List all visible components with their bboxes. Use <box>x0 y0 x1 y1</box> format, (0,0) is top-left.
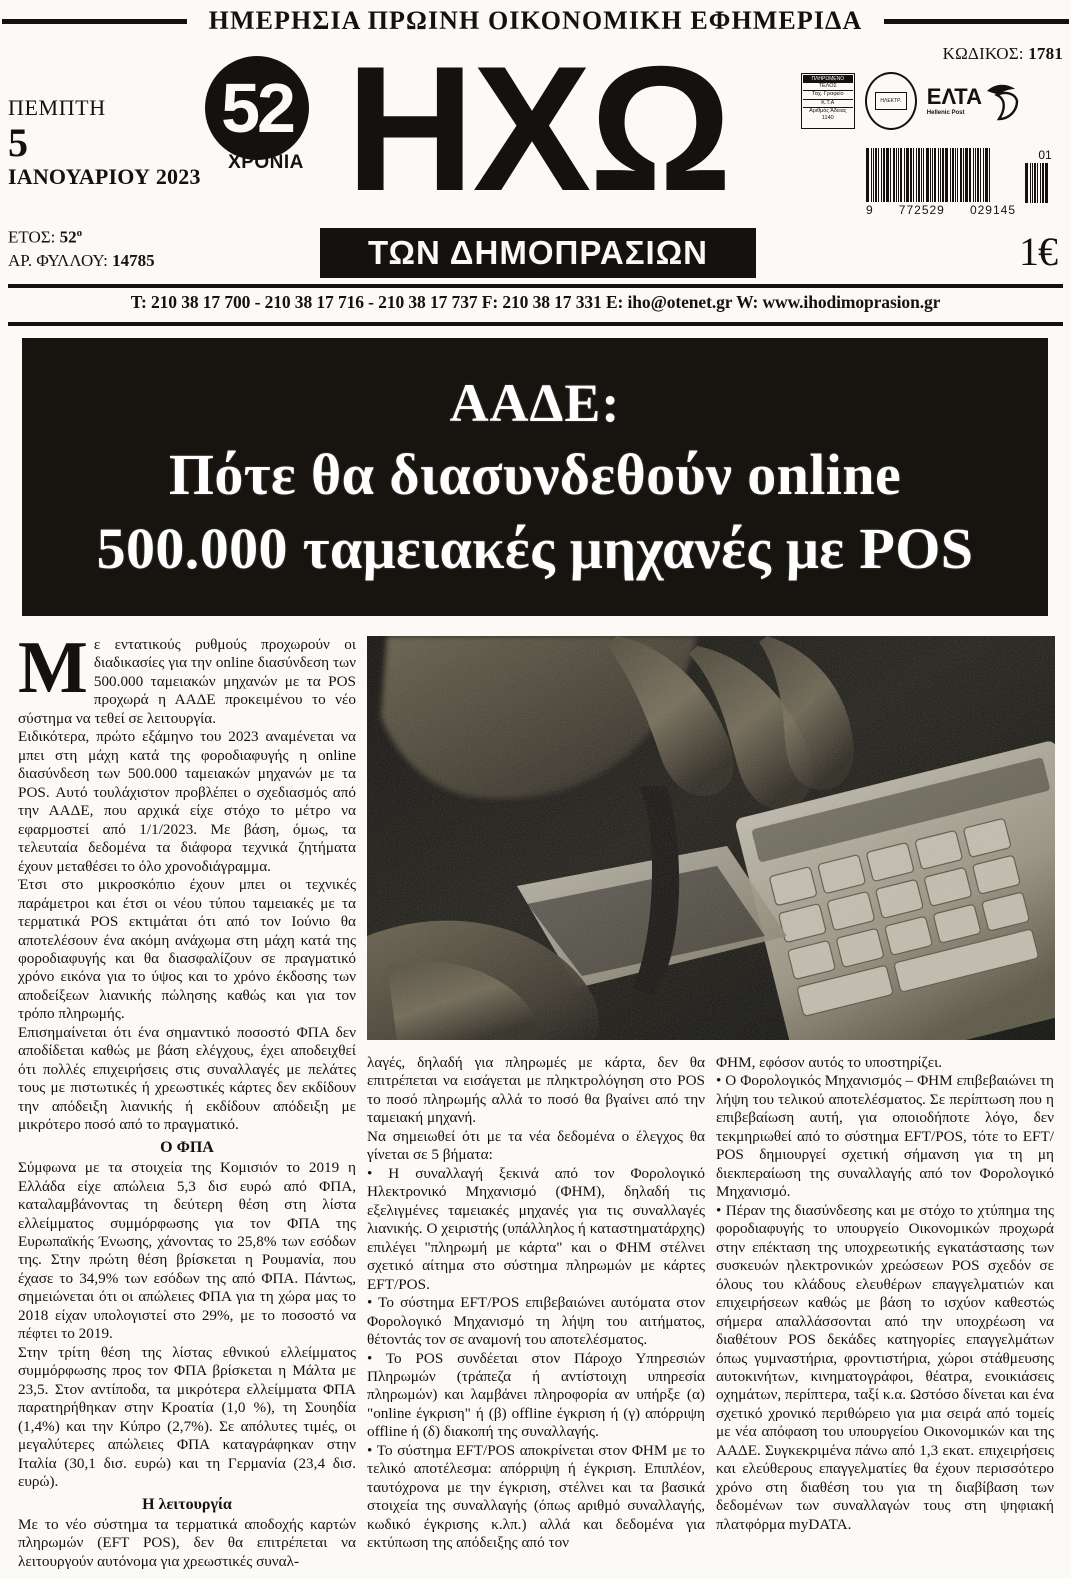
article-paragraph: λαγές, δηλαδή για πληρωμές με κάρτα, δεν θα επιτρέπεται να εισάγεται με πληκτρολόγηση στο POS το ποσό πληρωμής αλλά το ποσό θα βγαίνει από την ταμειακή μηχανή. <box>367 1054 705 1127</box>
publication-year-label: ΕΤΟΣ: <box>8 227 56 247</box>
elta-name: ΕΛΤΑ <box>926 84 982 109</box>
publication-year-ordinal: ο <box>76 227 83 239</box>
article-subheading-vat: Ο ΦΠΑ <box>160 1138 214 1156</box>
paid-postage-sub: ΤΕΛΟΣ <box>803 83 853 91</box>
press-association-seal-inner: ΗΛΕΚΤΡ. <box>875 92 907 110</box>
newspaper-logo-subtitle: ΤΩΝ ΔΗΜΟΠΡΑΣΙΩΝ <box>320 228 756 278</box>
issue-number-value: 14785 <box>112 250 155 270</box>
publication-year-line <box>8 226 238 250</box>
headline-line-1: ΑΑΔΕ: <box>449 373 621 433</box>
elta-logo-text-wrap <box>927 86 982 116</box>
article-paragraph: Στην τρίτη θέση της λίστας εθνικού ελλείμματος συμμόρφωσης προς τον ΦΠΑ βρίσκεται η Μάλτα με 23,5. Στον αντίποδα, τα μικρότερα ελλείμματα ΦΠΑ παρατηρήθηκαν στην Κροατία (1,0 %), τη Σουηδία (1,4%) και την Κύπρο (2,7%). Σε απόλυτες τιμές, οι μεγαλύτερες απώλειες ΦΠΑ καταγράφηκαν στην Ιταλία (30,1 δισ. ευρώ) και τη Γερμανία (23,4 δισ. ευρώ). <box>18 1343 356 1491</box>
date-day-number: 5 <box>8 120 28 166</box>
postal-stamps-group <box>801 72 1019 130</box>
anniversary-word: ΧΡΟΝΙΑ <box>228 152 304 173</box>
barcode-addon <box>1025 148 1065 203</box>
article-photo <box>367 636 1055 1040</box>
article-paragraph: • Το σύστημα EFT/POS αποκρίνεται στον ΦΗΜ με το τελικό αποτέλεσμα: απόρριψη ή έγκριση. Επιπλέον, ταυτόχρονα με την έγκριση, στέλνει και τα βασικά στοιχεία της συναλλαγής (όπως αριθμό συναλλαγής, κωδικό έγκρισης κ.λπ.) αλλά και δεδομένα για εκτύπωση της απόδειξης από τον <box>367 1441 705 1552</box>
newspaper-logo: ΗΧΩ <box>346 29 730 228</box>
barcode-digit-left: 9 <box>866 203 874 217</box>
elta-logo <box>927 81 1019 121</box>
masthead-divider-top <box>8 284 1063 288</box>
article-paragraph: Σύμφωνα με τα στοιχεία της Κομισιόν το 2019 η Ελλάδα είχε απώλεια 5,3 δισ ευρώ από ΦΠΑ, καταλαμβάνοντας τη δεύτερη θέση στη λίστα ελλείμματος συμμόρφωσης για τον ΦΠΑ της Ευρωπαϊκής Ένωσης, χάνοντας το 25,8% των εσόδων της. Στην πρώτη θέση βρίσκεται η Ρουμανία, που έχασε το 34,9% των εσόδων της από ΦΠΑ. Πάντως, σημειώνεται ότι οι απώλειες ΦΠΑ για τη χώρα μας το 2018 είχαν υπολογιστεί στο 29%, με το ποσοστό να πέφτει το 2019. <box>18 1159 356 1343</box>
paid-postage-head: ΠΛΗΡΩΜΕΝΟ <box>803 75 853 83</box>
lead-headline-banner <box>22 338 1048 616</box>
article-paragraph: • Το σύστημα EFT/POS επιβεβαιώνει αυτόματα στον Φορολογικό Μηχανισμό τη λήψη του αιτήματος, θέτοντάς τον σε αναμονή του αποτελέσματος. <box>367 1294 705 1349</box>
drop-cap: Μ <box>18 636 88 709</box>
issue-number-label: ΑΡ. ΦΥΛΛΟΥ: <box>8 250 108 270</box>
paid-postage-stamp-icon <box>801 73 855 129</box>
article-paragraph: ΦΗΜ, εφόσον αυτός το υποστηρίζει. <box>716 1054 943 1071</box>
lead-article <box>18 636 1055 1576</box>
article-paragraph-text: ε εντατικούς ρυθμούς προχωρούν οι διαδικασίες για την online διασύνδεση των 500.000 ταμειακών μηχανών με τα POS προχωρά η ΑΑΔΕ προκειμένου το νέο σύστημα να τεθεί σε λειτουργία. <box>18 636 356 727</box>
masthead-divider-bottom <box>8 322 1063 326</box>
anniversary-number: 52 <box>221 69 293 147</box>
paid-postage-license-value: 1140 <box>821 115 834 122</box>
barcode-digit-right: 029145 <box>969 203 1016 217</box>
barcode-number <box>866 203 1016 217</box>
elta-subtitle: Hellenic Post <box>926 110 965 116</box>
barcode-addon-number: 01 <box>1038 148 1052 162</box>
article-column-1 <box>18 636 356 1576</box>
article-paragraph: • Ο Φορολογικός Μηχανισμός – ΦΗΜ επιβεβαιώνει τη λήψη του τελικού αποτελέσματος. Σε περίπτωση που η επιβεβαίωση αυτή, για οποιοδήποτε λόγο, δεν τεκμηριωθεί από το σύστημα EFT/POS, τότε το EFT/ POS δημιουργεί σχετική σήμανση για τη μη διεκπεραίωση της συναλλαγής από τον Φορολογικό Μηχανισμό. <box>716 1072 1054 1201</box>
article-paragraph: • Πέραν της διασύνδεσης και με στόχο το χτύπημα της φοροδιαφυγής το υπουργείο Οικονομικών προχωρά στην επέκταση της υποχρεωτικής εγκατάστασης των συσκευών ηλεκτρονικών χρεώσεων POS σχεδόν σε όλους του κλάδους ελευθέρων επαγγελματιών και επιχειρήσεων καθώς με βάση το ισχύον καθεστώς σήμερα απαλλάσσονται από την υποχρέωση να διαθέτουν POS δεκάδες κατηγορίες επαγγελμάτων όπως γυμναστήρια, φροντιστήρια, χώροι στάθμευσης αυτοκινήτων, κινηματογράφοι, θέατρα, ενοικιάσεις οχημάτων, περίπτερα, ταξί κ.α. Ωστόσο δίνεται και ένα σχετικό χρονικό περιθώρειο για μια σειρά από τομείς με νέα απόφαση του υπουργείου Οικονομικών και της ΑΑΔΕ. Συγκεκριμένα πάνω από 1,3 εκατ. επιχειρήσεις και ελεύθερους επαγγελματίες θα έχουν περισσότερο χρόνο στη διαθέση του για τη διαβίβαση των δεδομένων των συναλλαγών τους στη ψηφιακή πλατφόρμα myDATA. <box>716 1201 1054 1533</box>
paid-postage-office: Ταχ. Γραφείο <box>803 91 853 99</box>
date-weekday: ΠΕΜΠΤΗ <box>8 95 106 120</box>
article-paragraph: Με το νέο σύστημα τα τερματικά αποδοχής καρτών πληρωμών (EFT POS), δεν θα επιτρέπεται να λειτουργούν αυτόνομα για χρεωστικές συναλ- <box>18 1515 356 1570</box>
paid-postage-kta: Κ.Τ.Α <box>803 100 853 108</box>
kicker-rule-right <box>884 19 1069 24</box>
article-paragraph: Ειδικότερα, πρώτο εξάμηνο του 2023 αναμένεται να μπει στη μάχη κατά της φοροδιαφυγής η online διασύνδεση των 500.000 ταμειακών μηχανών με τα POS. Αυτό τουλάχιστον προβλέπει ο σχεδιασμός από την ΑΑΔΕ, που αρχικά είχε στόχο το μέτρο να εφαρμοστεί από 1/1/2023. Με βάση, όμως, τα τελευταία δεδομένα τα διάφορα τεχνικά ζητήματα έχουν μεταθέσει το όλο χρονοδιάγραμμα. <box>18 728 356 875</box>
article-subheading-operation: Η λειτουργία <box>142 1495 232 1513</box>
kicker-rule-left <box>2 19 187 24</box>
article-paragraph: Επισημαίνεται ότι ένα σημαντικό ποσοστό ΦΠΑ δεν αποδίδεται καθώς με βάση ελέγχους, έχει αποδειχθεί ότι πολλές επιχειρήσεις στις συναλλαγές με πελάτες τους με πιστωτικές ή χρεωστικές κάρτες δεν εκδίδουν την απόδειξη λιανικής ή εκδίδουν απόδειξη με μικρότερο ποσό από το πραγματικό. <box>18 1023 356 1134</box>
barcode-bars-icon <box>866 148 1016 202</box>
barcode-addon-bars-icon <box>1025 163 1065 203</box>
publication-code <box>943 44 1063 64</box>
article-column-2 <box>367 1054 705 1576</box>
article-paragraph <box>18 636 356 728</box>
photo-illustration <box>367 636 1055 1040</box>
issue-block <box>8 226 238 273</box>
article-paragraph: • Το POS συνδέεται στον Πάροχο Υπηρεσιών Πληρωμών (τράπεζα ή αντίστοιχη υπηρεσία πληρωμών) και λαμβάνει πληροφορία αν υπήρξε (α) "online έγκριση" ή (β) offline έγκριση ή (γ) απόρριψη offline ή (δ) διακοπή της συναλλαγής. <box>367 1349 705 1441</box>
issue-number-line <box>8 250 238 273</box>
date-block <box>8 96 208 188</box>
masthead-kicker: ΗΜΕΡΗΣΙΑ ΠΡΩΙΝΗ ΟΙΚΟΝΟΜΙΚΗ ΕΦΗΜΕΡΙΔΑ <box>208 6 863 35</box>
publication-code-value: 1781 <box>1028 44 1063 63</box>
masthead <box>0 0 1071 288</box>
elta-hermes-head-icon <box>985 81 1019 121</box>
press-association-seal-icon <box>865 72 917 130</box>
date-month-year: ΙΑΝΟΥΑΡΙΟΥ 2023 <box>8 164 201 190</box>
publication-year-value: 52 <box>59 227 77 247</box>
article-column-3 <box>716 1054 1054 1576</box>
barcode-digit-mid: 772529 <box>898 203 945 217</box>
barcode <box>866 148 1016 217</box>
contact-line: T: 210 38 17 700 - 210 38 17 716 - 210 38 17 737 F: 210 38 17 331 E: iho@otenet.gr W: www.ihodimoprasion.gr <box>130 292 941 312</box>
headline-line-3: 500.000 ταμειακές μηχανές με POS <box>96 516 974 581</box>
cover-price: 1€ <box>1019 229 1057 274</box>
publication-code-label: ΚΩΔΙΚΟΣ: <box>942 44 1024 63</box>
anniversary-badge <box>205 56 323 172</box>
article-paragraph: Να σημειωθεί ότι με τα νέα δεδομένα ο έλεγχος θα γίνεται σε 5 βήματα: <box>367 1127 705 1164</box>
article-paragraph: Έτσι στο μικροσκόπιο έχουν μπει οι τεχνικές παράμετροι και έτσι οι νέου τύπου ταμειακές με τα τερματικά POS εκτιμάται ότι από τον Ιούνιο θα αποτελέσουν ένα ακόμη ανάχωμα στη μάχη κατά της φοροδιαφυγής και θα διασφαλίζουν σε πραγματικό χρόνο εικόνα για το ύψος και το χρόνο έκδοσης των αποδείξεων λιανικής πώλησης καθώς και για τον τρόπο πληρωμής. <box>18 876 356 1023</box>
article-paragraph: • Η συναλλαγή ξεκινά από τον Φορολογικό Ηλεκτρονικό Μηχανισμό (ΦΗΜ), δηλαδή τις εξελιγμένες ταμειακές μηχανές για τις συναλλαγές λιανικής. Ο χειριστής (υπάλληλος ή καταστηματάρχης) επιλέγει "πληρωμή με κάρτα" και ο ΦΗΜ στέλνει σχετικό αίτημα στο σύστημα πληρωμών με κάρτες EFT/POS. <box>367 1164 705 1293</box>
headline-line-2: Πότε θα διασυνδεθούν online <box>168 442 902 507</box>
paid-postage-license-label: Αριθμός Άδειας <box>809 108 847 115</box>
